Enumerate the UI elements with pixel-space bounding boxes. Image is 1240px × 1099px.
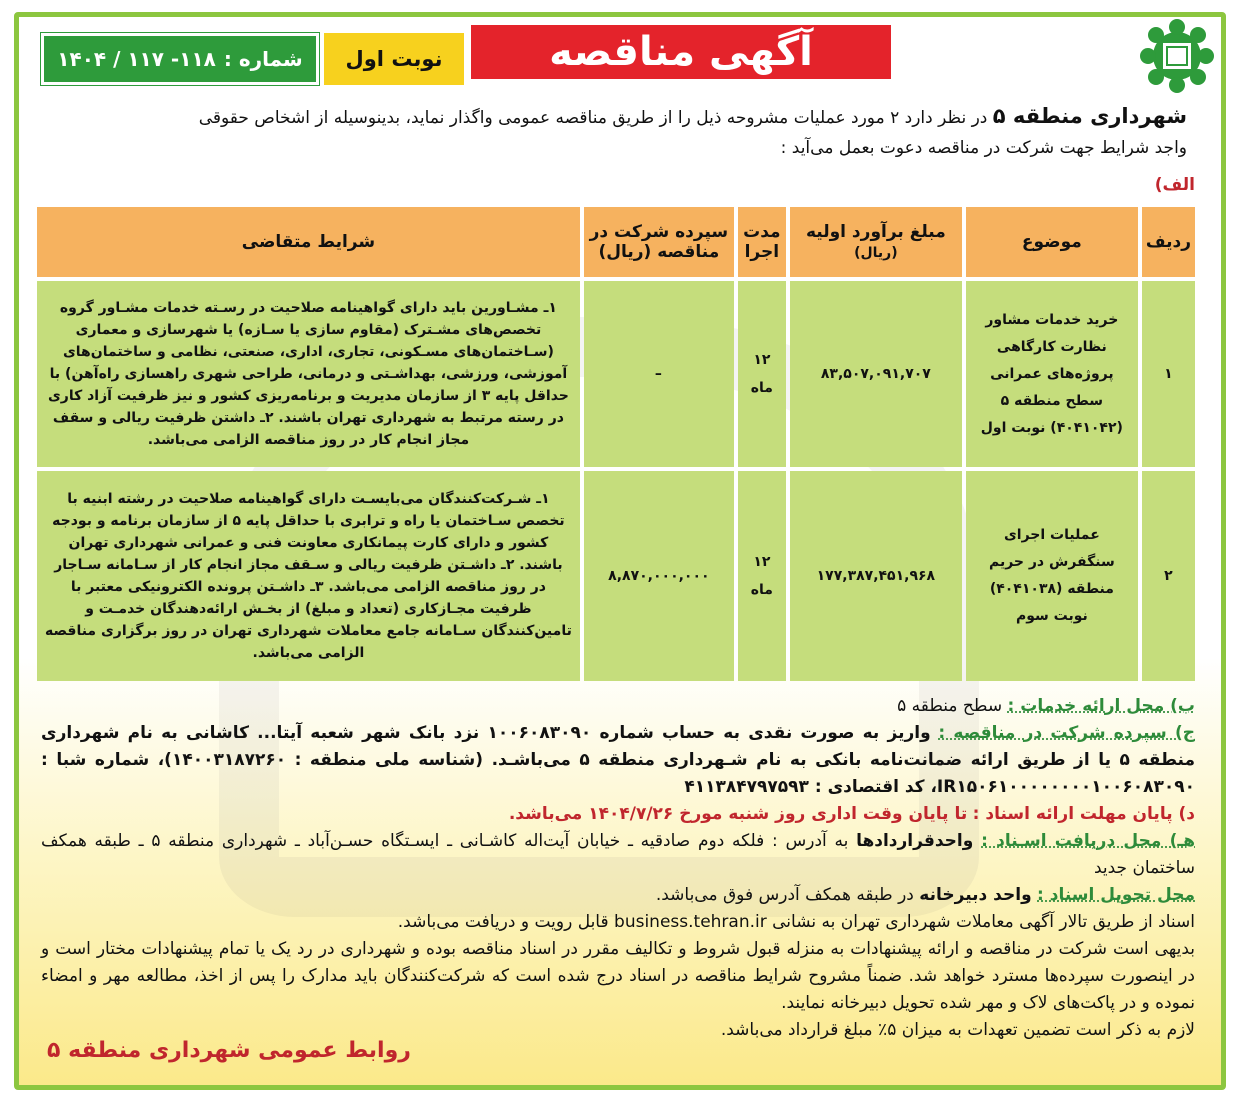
cell-conditions: ۱ـ شـرکت‌کنندگان می‌بایسـت دارای گواهینامه صلاحیت در رشته ابنیه با تخصص سـاختمان یا راه و ترابری با حداقل پایه ۵ از سازمان برنامه و بودجه کشور و دارای کارت پیمانکاری معاونت فنی و عمرانی شهرداری تهران باشند. ۲ـ داشـتن ظرفیت ریالی و سـقف مجاز انجام کار از سـامانه سـاجار در روز مناقصه الزامی می‌باشد. ۳ـ داشـتن پرونده الکترونیکی معتبر با ظرفیت مجـازکاری (تعداد و مبلغ) از بخـش ارائه‌دهندگان خدمـت و تامین‌کنندگان سـامانه جامع معاملات شهرداری تهران در روز برگزاری مناقصه الزامی می‌باشد. <box>37 471 580 681</box>
intro-line2: واجد شرایط جهت شرکت در مناقصه دعوت بعمل می‌آید : <box>780 138 1187 158</box>
cell-row: ۲ <box>1142 471 1195 681</box>
section-d <box>41 801 1195 828</box>
section-b-value: سطح منطقه ۵ <box>897 696 1003 716</box>
th-estimate-label: مبلغ برآورد اولیه <box>805 222 946 242</box>
section-b-label: ب) محل ارائه خدمات : <box>1007 696 1195 716</box>
table-row <box>37 281 1195 467</box>
cell-subject: عملیات اجرای سنگفرش در حریم منطقه (۴۰۴۱۰۳۸) نوبت سوم <box>966 471 1138 681</box>
guarantee-line: لازم به ذکر است تضمین تعهدات به میزان ۵٪ مبلغ قرارداد می‌باشد. <box>720 1020 1195 1040</box>
notice-body <box>41 693 1195 1044</box>
cell-deposit: – <box>584 281 734 467</box>
section-d-value: تا پایان وقت اداری روز شنبه مورخ ۱۴۰۴/۷/۲۶ می‌باشد. <box>508 804 968 824</box>
round-badge: نوبت اول <box>324 33 464 85</box>
cell-conditions: ۱ـ مشـاورین باید دارای گواهینامه صلاحیت در رسـته خدمات مشـاور گروه تخصص‌های مشـترک (مقاوم سازی یا سـازه) یا شهرسازی و معماری (سـاختمان‌های مسـکونی، تجاری، اداری، صنعتی، نظامی و ساختمان‌های آموزشی، ورزشی، بهداشـتی و درمانی، طراحی شهری راهسازی راه‌آهن) با حداقل پایه ۳ از سازمان مدیریت و برنامه‌ریزی کشور و نیز ظرفیت آزاد کاری در رسته مرتبط به شهرداری تهران باشند. ۲ـ داشتن ظرفیت ریالی و سقف مجاز انجام کار در روز مناقصه الزامی می‌باشد. <box>37 281 580 467</box>
th-row: ردیف <box>1142 207 1195 277</box>
th-conditions: شرایط متقاضی <box>37 207 580 277</box>
delivery-label: محل تحویل اسناد : <box>1037 885 1195 905</box>
number-value: ۱۱۸- ۱۱۷ / ۱۴۰۴ <box>57 47 216 71</box>
economic-code: ، کد اقتصادی : ۴۱۱۳۸۴۷۹۷۵۹۳ <box>684 777 937 797</box>
th-estimate-unit: (ریال) <box>854 245 898 261</box>
table-row <box>37 471 1195 681</box>
cell-subject: خرید خدمات مشاور نظارت کارگاهی پروژه‌های عمرانی سطح منطقه ۵ (۴۰۴۱۰۴۲) نوبت اول <box>966 281 1138 467</box>
section-d-label: د) پایان مهلت ارائه اسناد : <box>972 804 1195 824</box>
public-relations-signature: روابط عمومی شهرداری منطقه ۵ <box>47 1038 411 1063</box>
th-estimate <box>790 207 962 277</box>
sheba-number: IR۱۵۰۶۱۰۰۰۰۰۰۰۰۱۰۰۶۰۸۳۰۹۰ <box>936 777 1195 797</box>
notice-title: آگهی مناقصه <box>471 25 891 79</box>
section-c <box>41 720 1195 801</box>
cell-estimate: ۸۳,۵۰۷,۰۹۱,۷۰۷ <box>790 281 962 467</box>
website-line: اسناد از طریق تالار آگهی معاملات شهرداری تهران به نشانی business.tehran.ir قابل رویت و دریافت می‌باشد. <box>397 912 1195 932</box>
tender-notice <box>14 12 1226 1090</box>
table-header-row <box>37 207 1195 277</box>
th-subject: موضوع <box>966 207 1138 277</box>
delivery-unit: واحد دبیرخانه <box>919 885 1032 905</box>
section-e <box>41 828 1195 882</box>
number-label: شماره : <box>223 47 303 71</box>
cell-duration: ۱۲ ماه <box>738 471 786 681</box>
cell-row: ۱ <box>1142 281 1195 467</box>
delivery-location <box>41 882 1195 909</box>
th-duration: مدت اجرا <box>738 207 786 277</box>
section-e-unit: واحدقراردادها <box>856 831 974 851</box>
section-c-value: واریز به صورت نقدی به حساب شماره ۱۰۰۶۰۸۳۰۹۰ نزد بانک شهر شعبه آیتا... کاشانی به نام شهرداری منطقه ۵ یا از طریق ارائه ضمانت‌نامه بانکی به نام شـهرداری منطقه ۵ می‌باشـد. (شناسه ملی منطقه : ۱۴۰۰۳۱۸۷۲۶۰)، شماره شبا : <box>41 723 1195 770</box>
delivery-value: در طبقه همکف آدرس فوق می‌باشد. <box>655 885 914 905</box>
tender-table <box>33 203 1199 685</box>
intro-paragraph <box>41 101 1187 163</box>
section-e-value: به آدرس : فلکه دوم صادقیه ـ خیابان آیت‌اله کاشـانی ـ ایسـتگاه حسـن‌آباد ـ شهرداری منطقه ۵ ـ طبقه همکف ساختمان جدید <box>41 831 1195 878</box>
tehran-municipality-logo-icon <box>1137 17 1217 95</box>
cell-deposit: ۸,۸۷۰,۰۰۰,۰۰۰ <box>584 471 734 681</box>
section-b <box>41 693 1195 720</box>
section-e-label: هـ) محل دریافت اسـناد : <box>981 831 1195 851</box>
intro-line1: در نظر دارد ۲ مورد عملیات مشروحه ذیل را از طریق مناقصه عمومی واگذار نماید، بدینوسیله از اشخاص حقوقی <box>198 108 988 128</box>
cell-estimate: ۱۷۷,۳۸۷,۴۵۱,۹۶۸ <box>790 471 962 681</box>
notice-number <box>41 33 319 85</box>
org-name: شهرداری منطقه ۵ <box>992 104 1187 128</box>
th-deposit: سپرده شرکت در مناقصه (ریال) <box>584 207 734 277</box>
section-a-label: الف) <box>1154 175 1195 195</box>
cell-duration: ۱۲ ماه <box>738 281 786 467</box>
section-c-label: ج) سپرده شرکت در مناقصه : <box>938 723 1196 743</box>
terms-paragraph: بدیهی است شرکت در مناقصه و ارائه پیشنهادات به منزله قبول شروط و تکالیف مقرر در اسناد مناقصه بوده و شهرداری در رد یک یا تمام پیشنهادات مختار است و در اینصورت سپرده‌ها مسترد خواهد شد. ضمناً مشروح شرایط مناقصه در اسناد درج شده است که شرکت‌کنندگان باید مدارک را پس از اخذ، مطالعه مهر و امضاء نموده و در پاکت‌های لاک و مهر شده تحویل دبیرخانه نمایند. <box>41 939 1195 1013</box>
